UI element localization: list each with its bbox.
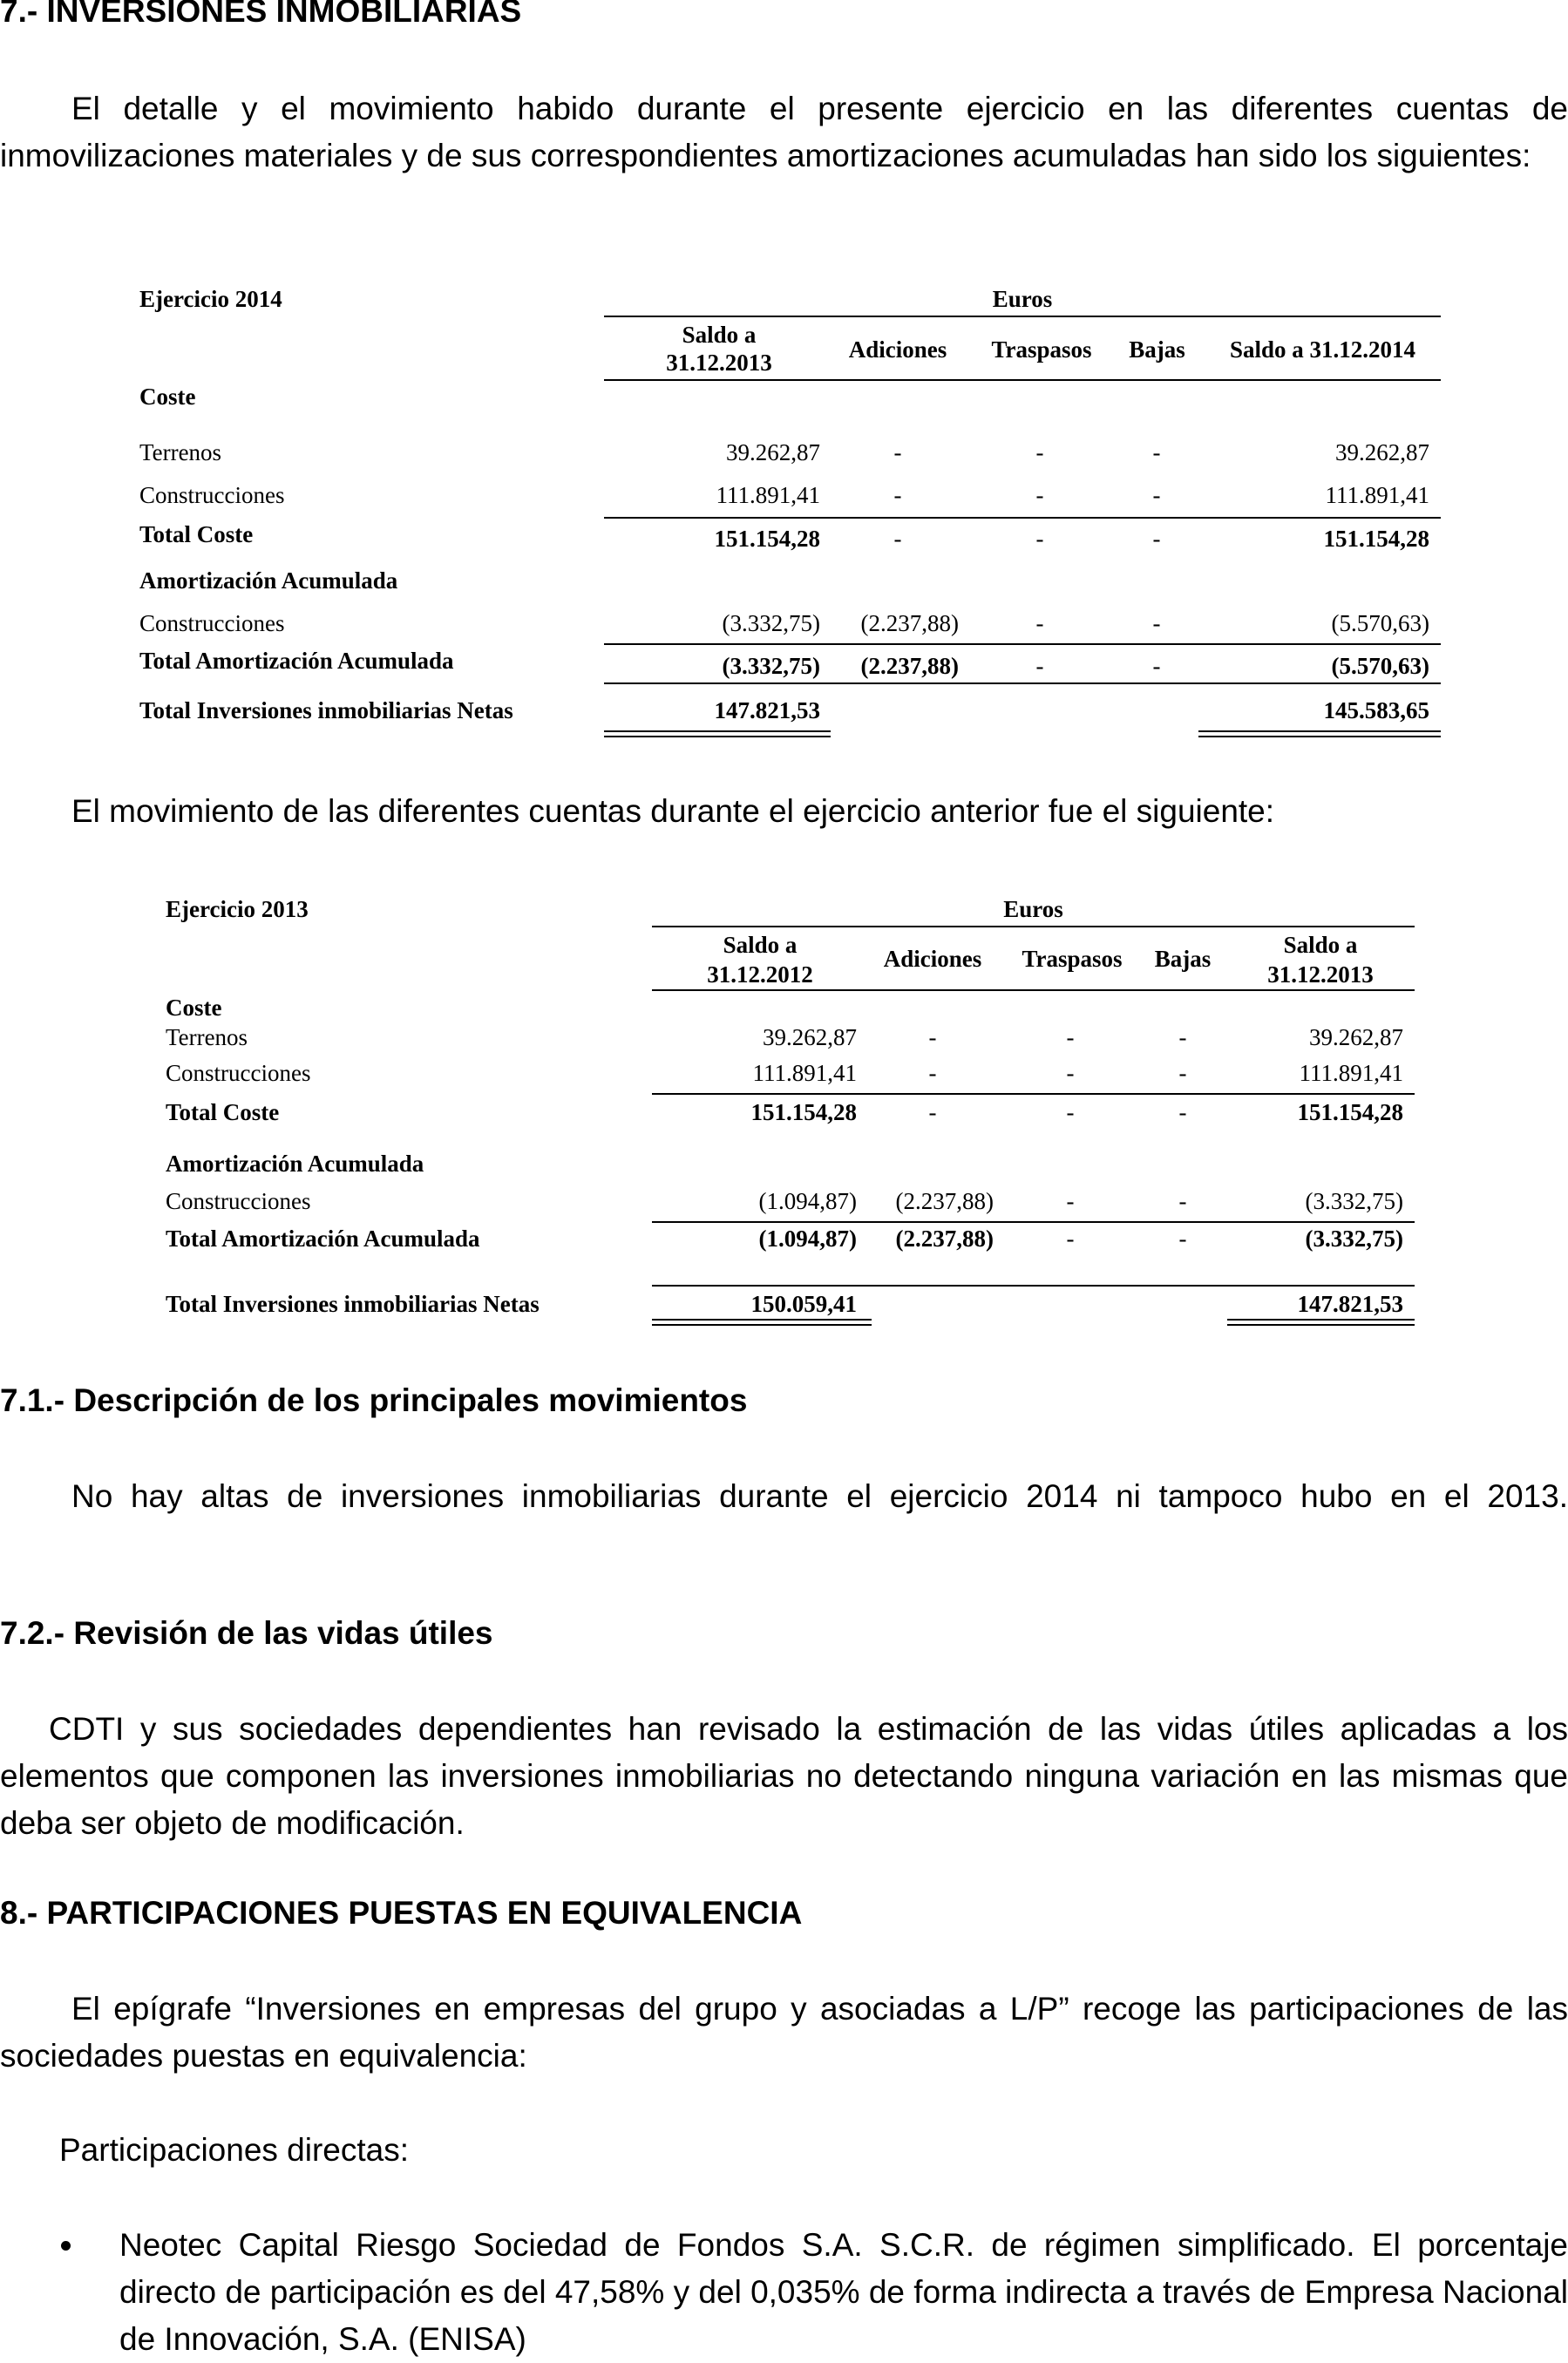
table-2014-row-label: Terrenos <box>139 439 222 465</box>
table-2014-row-label: Total Inversiones inmobiliarias Netas <box>139 697 513 723</box>
table-2014-cell: (2.237,88) <box>860 653 959 679</box>
table-2013-coste-label: Coste <box>166 995 222 1021</box>
table-2014-coste-label: Coste <box>139 384 196 410</box>
table-2013-cell: 111.891,41 <box>752 1060 857 1086</box>
table-2014-row-label: Amortización Acumulada <box>139 567 398 594</box>
table-2014-col-saldo-ini: Saldo a 31.12.2013 <box>666 322 772 376</box>
table-2014-cell: (3.332,75) <box>722 610 820 636</box>
table-2014-col-adiciones: Adiciones <box>848 336 947 363</box>
table-2013-year-label: Ejercicio 2013 <box>166 896 309 922</box>
table-2013-euros-header: Euros <box>1003 896 1063 922</box>
table-2013-cell: - <box>928 1024 937 1050</box>
table-2014-cell: 145.583,65 <box>1323 697 1429 723</box>
table-2013-cell: (3.332,75) <box>1305 1188 1403 1214</box>
table-2013-double-rule <box>1227 1319 1415 1326</box>
table-2013-cell: 39.262,87 <box>1309 1024 1403 1050</box>
table-2014-colheader-rule <box>604 379 1441 381</box>
table-2013-cell: (2.237,88) <box>895 1188 994 1214</box>
table-2014-euros-header: Euros <box>992 286 1053 312</box>
table-2014-subtotal-rule <box>604 517 1441 519</box>
table-2014-subtotal-rule <box>604 682 1441 684</box>
section-7-between: El movimiento de las diferentes cuentas durante el ejercicio anterior fue el siguiente: <box>71 793 1275 829</box>
section-7-2-heading: 7.2.- Revisión de las vidas útiles <box>0 1615 493 1651</box>
table-2014-cell: 111.891,41 <box>716 482 820 508</box>
table-2013-cell: - <box>1066 1060 1075 1086</box>
table-2013-cell: - <box>928 1060 937 1086</box>
table-2013-cell: (1.094,87) <box>758 1188 857 1214</box>
table-2013-cell: - <box>1178 1188 1187 1214</box>
table-2014-cell: 147.821,53 <box>714 697 820 723</box>
table-2014-col-bajas: Bajas <box>1129 336 1185 363</box>
table-2013-header-rule <box>652 926 1415 927</box>
table-2013-cell: 151.154,28 <box>750 1099 857 1125</box>
table-2013-col-traspasos: Traspasos <box>1022 946 1123 972</box>
table-2014-cell: 39.262,87 <box>1335 439 1429 465</box>
table-2014-cell: - <box>1035 610 1044 636</box>
table-2014-cell: 111.891,41 <box>1325 482 1429 508</box>
table-2014-year-label: Ejercicio 2014 <box>139 286 282 312</box>
table-2014-cell: - <box>1035 653 1044 679</box>
section-7-2-text: CDTI y sus sociedades dependientes han revisado la estimación de las vidas útiles aplicadas a los elementos que componen las inversiones inmobiliarias no detectando ninguna variación en las mismas que deba ser objeto de modificación. <box>0 1711 1568 1841</box>
table-2014-row-label: Total Amortización Acumulada <box>139 648 454 674</box>
table-2013-row-label: Total Amortización Acumulada <box>166 1226 480 1252</box>
table-2014-cell: (5.570,63) <box>1331 653 1429 679</box>
table-2014-col-traspasos: Traspasos <box>991 336 1092 363</box>
table-2014-cell: - <box>1035 526 1044 552</box>
table-2013-cell: 151.154,28 <box>1297 1099 1403 1125</box>
table-2014-double-rule <box>604 730 831 737</box>
table-2013-cell: - <box>1066 1226 1075 1252</box>
table-2013-cell: (3.332,75) <box>1305 1226 1403 1252</box>
table-2013-colheader-rule <box>652 989 1415 991</box>
table-2013-cell: - <box>1066 1099 1075 1125</box>
table-2013-row-label: Construcciones <box>166 1060 311 1086</box>
table-2013-row-label: Total Inversiones inmobiliarias Netas <box>166 1291 540 1317</box>
table-2014-col-saldo-fin: Saldo a 31.12.2014 <box>1229 336 1416 363</box>
table-2014-row-label: Construcciones <box>139 482 285 508</box>
table-2014-cell: - <box>1152 610 1161 636</box>
table-2013-subtotal-rule <box>652 1285 1415 1287</box>
table-2014-cell: - <box>1035 482 1044 508</box>
section-8-subheading: Participaciones directas: <box>59 2132 410 2168</box>
table-2013-row-label: Construcciones <box>166 1188 311 1214</box>
table-2013-cell: 39.262,87 <box>763 1024 857 1050</box>
table-2013-double-rule <box>652 1319 872 1326</box>
table-2013-col-adiciones: Adiciones <box>883 946 982 972</box>
table-2013-row-label: Amortización Acumulada <box>166 1151 424 1177</box>
table-2014-cell: - <box>1152 653 1161 679</box>
table-2013-cell: - <box>1178 1060 1187 1086</box>
section-7-intro: El detalle y el movimiento habido durante el presente ejercicio en las diferentes cuentas de inmovilizaciones materiales y de sus correspondientes amortizaciones acumuladas han sido los siguientes: <box>0 91 1568 173</box>
table-2013-subtotal-rule <box>652 1221 1415 1223</box>
table-2013-cell: - <box>1178 1226 1187 1252</box>
section-8-heading: 8.- PARTICIPACIONES PUESTAS EN EQUIVALENCIA <box>0 1895 803 1931</box>
table-2014-cell: 151.154,28 <box>1323 526 1429 552</box>
table-2014-cell: - <box>893 526 902 552</box>
table-2013-col-saldo-fin: Saldo a 31.12.2013 <box>1267 932 1374 988</box>
table-2014-cell: - <box>1152 526 1161 552</box>
table-2014-row-label: Construcciones <box>139 610 285 636</box>
table-2014-cell: - <box>893 439 902 465</box>
section-7-1-heading: 7.1.- Descripción de los principales movimientos <box>0 1382 748 1418</box>
table-2014-header-rule <box>604 316 1441 317</box>
section-8-text: El epígrafe “Inversiones en empresas del grupo y asociadas a L/P” recoge las participaciones de las sociedades puestas en equivalencia: <box>0 1991 1568 2074</box>
table-2014-cell: - <box>893 482 902 508</box>
table-2014-cell: - <box>1152 482 1161 508</box>
section-7-1-text <box>0 1473 1568 1520</box>
table-2013-cell: 147.821,53 <box>1297 1291 1403 1317</box>
table-2013-cell: 111.891,41 <box>1299 1060 1403 1086</box>
section-7-heading: 7.- INVERSIONES INMOBILIARIAS <box>0 0 522 29</box>
table-2013-cell: - <box>1178 1099 1187 1125</box>
table-2014-double-rule <box>1198 730 1441 737</box>
table-2013-cell: (2.237,88) <box>895 1226 994 1252</box>
table-2014-row-label: Total Coste <box>139 521 254 547</box>
table-2013-cell: - <box>928 1099 937 1125</box>
table-2013-cell: - <box>1066 1024 1075 1050</box>
table-2014-subtotal-rule <box>604 643 1441 645</box>
section-7-1-text-content: No hay altas de inversiones inmobiliarias durante el ejercicio 2014 ni tampoco hubo en el 2013. <box>71 1478 1568 1514</box>
table-2014-cell: 151.154,28 <box>714 526 820 552</box>
table-2013-row-label: Terrenos <box>166 1024 248 1050</box>
table-2013-subtotal-rule <box>652 1093 1415 1095</box>
table-2013-col-bajas: Bajas <box>1154 946 1212 972</box>
table-2013-row-label: Total Coste <box>166 1099 280 1125</box>
table-2014-cell: - <box>1152 439 1161 465</box>
table-2014-cell: - <box>1035 439 1044 465</box>
table-2014-cell: (5.570,63) <box>1331 610 1429 636</box>
table-2014-cell: (3.332,75) <box>722 653 820 679</box>
section-8-bullet-1: Neotec Capital Riesgo Sociedad de Fondos S.A. S.C.R. de régimen simplificado. El porcentaje directo de participación es del 47,58% y del 0,035% de forma indirecta a través de Empresa Nacional de Innovación, S.A. (ENISA) <box>119 2227 1568 2357</box>
table-2013-cell: - <box>1178 1024 1187 1050</box>
table-2013-cell: - <box>1066 1188 1075 1214</box>
table-2014-cell: (2.237,88) <box>860 610 959 636</box>
table-2013-col-saldo-ini: Saldo a 31.12.2012 <box>707 932 813 988</box>
bullet-icon <box>61 2241 71 2251</box>
table-2013-cell: 150.059,41 <box>750 1291 857 1317</box>
table-2013-cell: (1.094,87) <box>758 1226 857 1252</box>
table-2014-cell: 39.262,87 <box>726 439 820 465</box>
